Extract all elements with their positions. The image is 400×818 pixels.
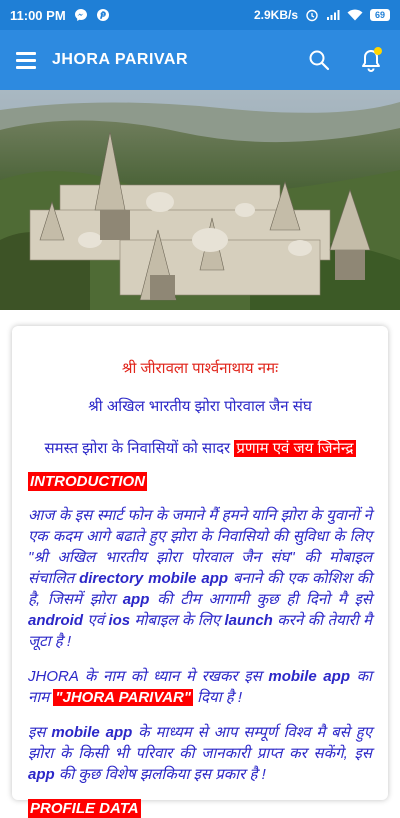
alarm-icon bbox=[305, 8, 319, 22]
search-icon[interactable] bbox=[306, 47, 332, 73]
notification-badge bbox=[374, 47, 382, 55]
app-title: JHORA PARIVAR bbox=[52, 51, 188, 68]
app-name-highlight: "JHORA PARIVAR" bbox=[55, 689, 191, 706]
status-time: 11:00 PM bbox=[10, 7, 66, 23]
intro-paragraph-2: JHORA के नाम को ध्यान मे रखकर इस mobile app का नाम "JHORA PARIVAR" दिया है ! bbox=[28, 668, 372, 706]
hero-temple-image bbox=[0, 90, 400, 310]
invocation-text: श्री जीरावला पार्श्वनाथाय नमः bbox=[121, 360, 279, 377]
greeting-text bbox=[28, 438, 372, 458]
app-bar bbox=[0, 30, 400, 90]
org-name-text: श्री अखिल भारतीय झोरा पोरवाल जैन संघ bbox=[88, 398, 312, 415]
introduction-heading: INTRODUCTION bbox=[30, 473, 145, 490]
battery-icon: 69 bbox=[370, 9, 390, 21]
wifi-icon bbox=[347, 9, 363, 21]
status-bar bbox=[0, 0, 400, 30]
notification-bell-icon[interactable] bbox=[358, 47, 384, 73]
signal-icon bbox=[326, 9, 340, 21]
intro-paragraph-3: इस mobile app के माध्यम से आप सम्पूर्ण विश्व मै बसे हुए झोरा के किसी भी परिवार की जानकारी प्राप्त कर सकेंगे, इस app की कुछ विशेष झलकिया इस प्रकार है ! bbox=[28, 724, 372, 783]
intro-paragraph-1: आज के इस स्मार्ट फोन के जमाने मैं हमने यानि झोरा के युवानों ने एक कदम आगे बढाते हुए झोरा के निवासियो की सुविधा के लिए "श्री अखिल भारतीय झोरा पोरवाल जैन संघ" की मोबाइल संचालित directory mobile app बनाने की एक कोशिश की है, जिसमें झोरा app की टीम आगामी कुछ ही दिनो मै इसे android एवं ios मोबाइल के लिए launch करने की तेयारी मै जूटा है ! bbox=[28, 507, 372, 650]
pinterest-icon bbox=[96, 8, 110, 22]
introduction-card bbox=[12, 326, 388, 817]
network-speed: 2.9KB/s bbox=[253, 8, 298, 22]
facebook-messenger-icon bbox=[74, 8, 88, 22]
greeting-prefix: समस्त झोरा के निवासियों को सादर bbox=[44, 440, 235, 457]
greeting-highlight: प्रणाम एवं जय जिनेन्द्र bbox=[236, 440, 354, 457]
profile-data-heading: PROFILE DATA bbox=[30, 800, 139, 817]
menu-icon[interactable] bbox=[16, 48, 40, 72]
